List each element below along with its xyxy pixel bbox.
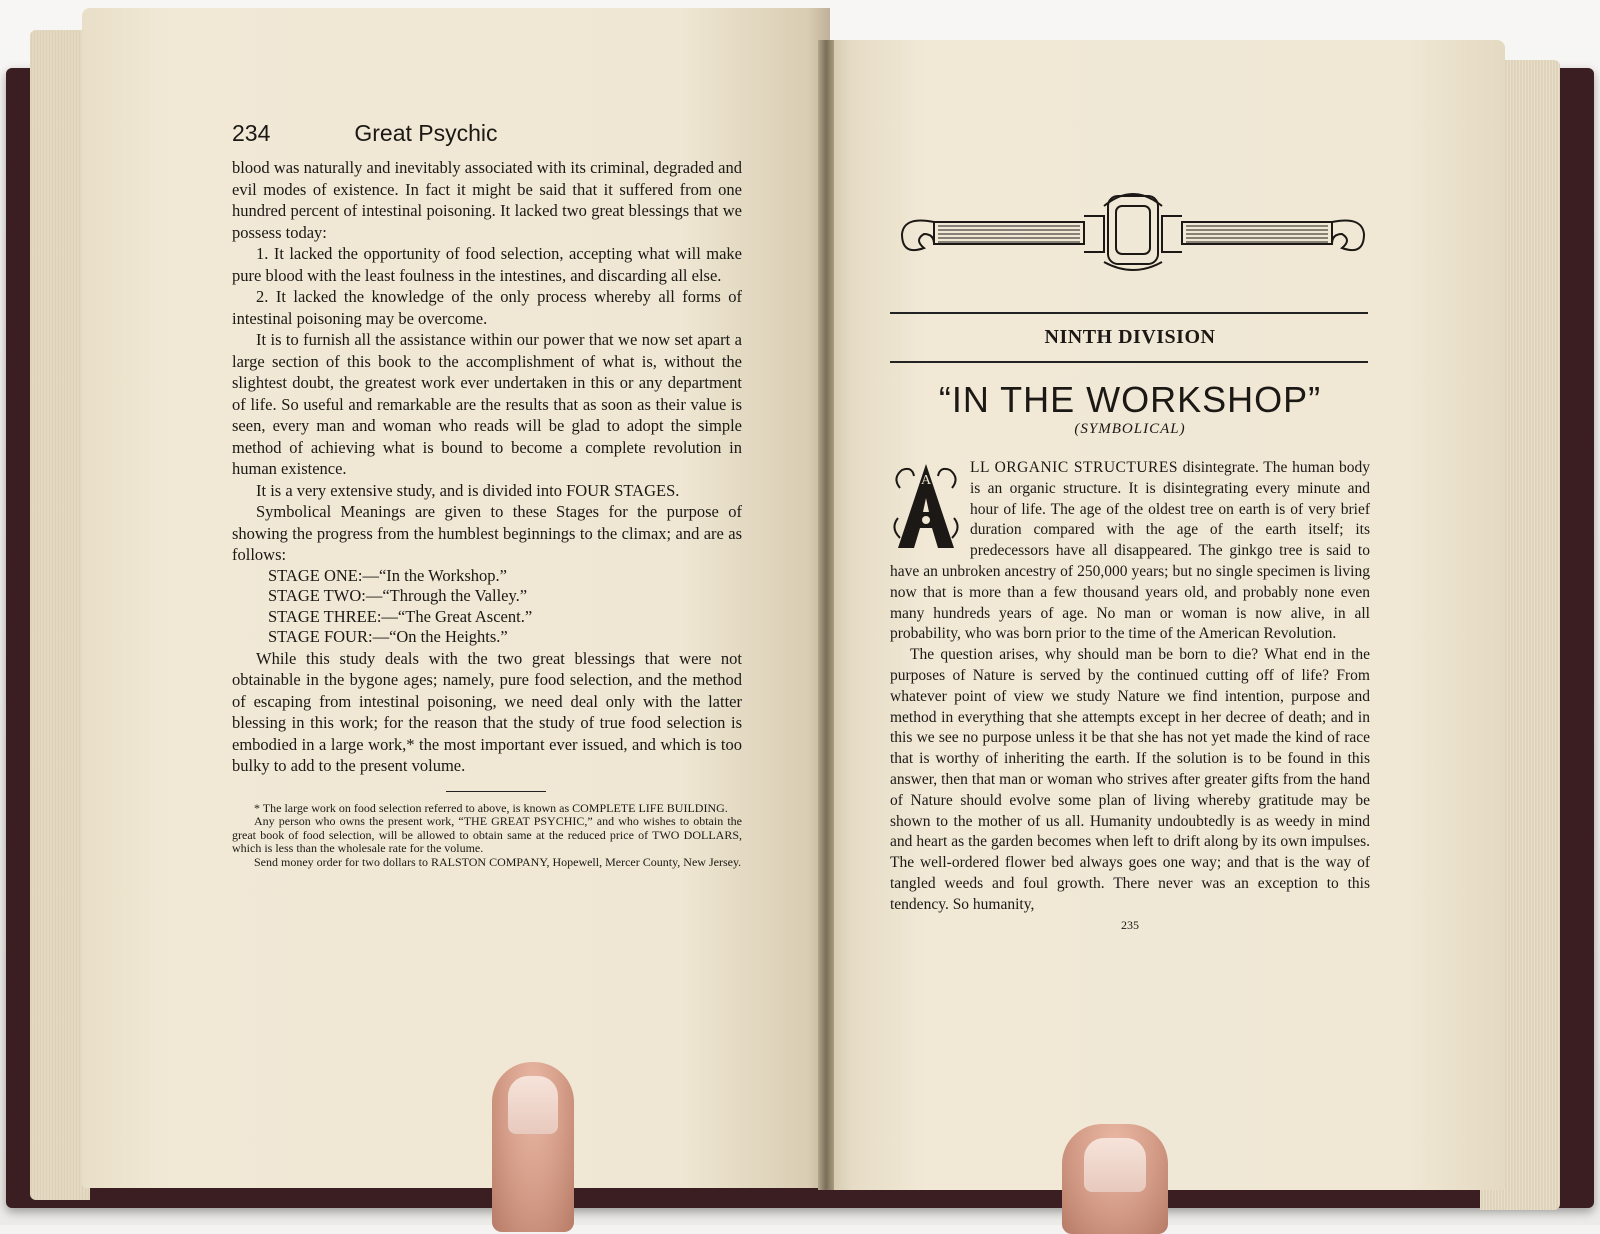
list-item: 1. It lacked the opportunity of food selection, accepting what will make pure blood with the least foulness in the intestines, and discarding all else. [232,244,742,285]
chapter-subtitle: (SYMBOLICAL) [1074,421,1186,437]
footnote: * The large work on food selection referred to above, is known as COMPLETE LIFE BUILDING. [254,800,728,815]
left-page-text [232,120,742,869]
drop-cap-a-icon [890,458,962,554]
footnote: Send money order for two dollars to RALSTON COMPANY, Hopewell, Mercer County, New Jersey. [254,854,742,869]
paragraph: It is to furnish all the assistance within our power that we now set apart a large section of this book to the accomplishment of what is, without the slightest doubt, the greatest work ever undertaken in this or any department of life. So useful and remarkable are the results that as soon as their value is seen, every man and woman who reads will be glad to adopt the simple method of achieving what is bound to become a complete revolution in human existence. [232,330,742,478]
finger-left [492,1062,574,1232]
running-header [232,120,742,147]
page-number-left: 234 [232,120,271,146]
fingernail [508,1076,558,1134]
paragraph: blood was naturally and inevitably associated with its criminal, degraded and evil modes of existence. In fact it might be said that it suffered from one hundred percent of intestinal poisoning. It lacked two great blessings that we possess today: [232,158,742,242]
paragraph: Symbolical Meanings are given to these Stages for the purpose of showing the progress from the humblest beginnings to the climax; and are as follows: [232,502,742,564]
ornamental-header-icon [894,186,1372,276]
paragraph: The question arises, why should man be born to die? What end in the purposes of Nature is served by the continued cutting off of life? From whatever point of view we study Nature we find intention, purpose and method in everything that she attempts except in her decree of death; and in this we see no purpose unless it be that she has not yet made the kind of race that is worthy of inheriting the earth. If the solution is to be found in this answer, then that man or woman who strives after greater gifts from the hand of Nature should evolve some plan of living whereby gratitude may be shown to the mother of us all. Humanity undoubtedly is as weedy in mind and heart as the garden becomes when left to drift along by its own impulses. The well-ordered flower bed always goes one way; and that is the way of tangled weeds and foul growth. There never was an exception to this tendency. So humanity, [890,646,1370,913]
book-gutter [818,40,834,1190]
opening-paragraph [890,458,1370,645]
stage-line: STAGE TWO:—“Through the Valley.” [268,586,528,605]
paragraph-text: disintegrate. The human body is an organic structure. It is disintegrating every minute and hour of life. The age of the oldest tree on earth is of very brief duration compared with the age of the earth itself; its predecessors have all disappeared. The ginkgo tree is said to have an unbroken ancestry of 250,000 years; but no single specimen is living now that is more than a few thousand years old, and probably none even many hundreds years of age. No man or woman is now alive, in all probability, who was born prior to the time of the American Revolution. [890,459,1370,643]
footnote-divider [446,791,546,792]
division-heading: NINTH DIVISION [1044,326,1216,348]
page-number-right: 235 [1121,917,1139,932]
fingernail [1084,1138,1146,1192]
paragraph: It is a very extensive study, and is divided into FOUR STAGES. [256,480,680,500]
stage-line: STAGE ONE:—“In the Workshop.” [268,565,508,585]
svg-text:A: A [920,473,932,488]
right-page-text [890,180,1370,933]
opening-block [890,458,1370,645]
rule-bottom [890,361,1368,363]
list-item: 2. It lacked the knowledge of the only process whereby all forms of intestinal poisoning may be overcome. [232,287,742,328]
paragraph: While this study deals with the two great blessings that were not obtainable in the bygone ages; namely, pure food selection, and the method of escaping from intestinal poisoning, we need deal only with the latter blessing in this work; for the reason that the study of true food selection is embodied in a large work,* the most important ever issued, and which is too bulky to add to the present volume. [232,648,742,775]
lead-small-caps: LL ORGANIC STRUCTURES [970,459,1178,476]
stage-line: STAGE THREE:—“The Great Ascent.” [268,606,533,626]
stage-line: STAGE FOUR:—“On the Heights.” [268,627,508,646]
page-stack-left [30,30,90,1200]
running-head: Great Psychic [354,120,498,146]
chapter-title: “IN THE WORKSHOP” [938,379,1322,420]
footnote: Any person who owns the present work, “THE GREAT PSYCHIC,” and who wishes to obtain the great book of food selection, will be allowed to obtain same at the reduced price of TWO DOLLARS, which is less than the wholesale rate for the volume. [232,814,742,855]
finger-right [1062,1124,1168,1234]
